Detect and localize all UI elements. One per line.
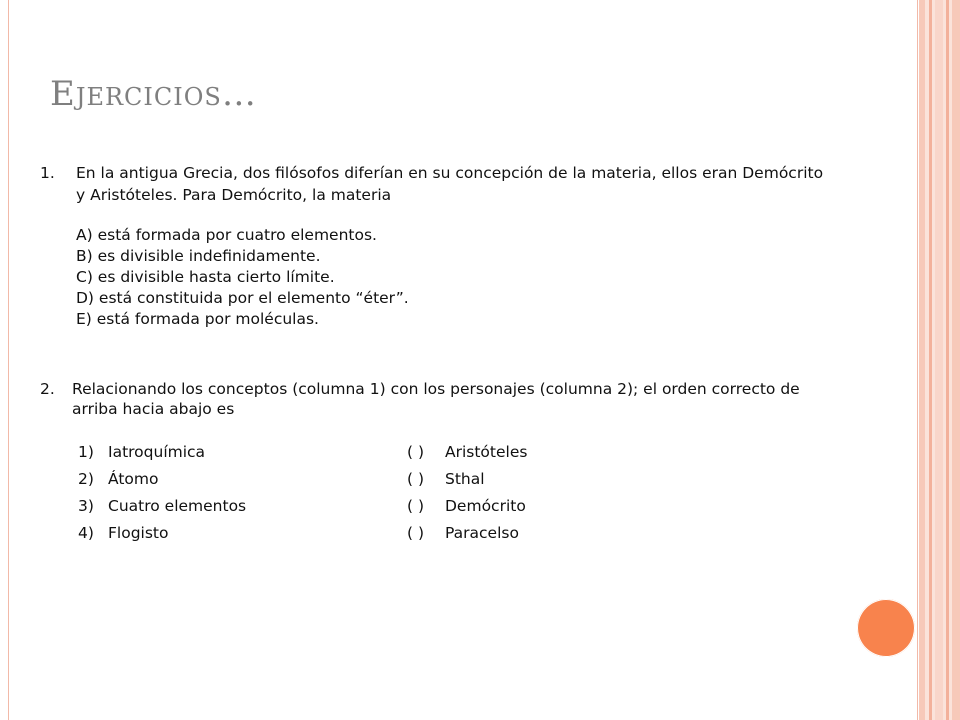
option-e: E) está formada por moléculas.: [76, 310, 319, 328]
question-2-number: 2.: [40, 380, 55, 398]
question-1-options: [76, 225, 409, 330]
question-1-stem-line1: En la antigua Grecia, dos filósofos diferían en su concepción de la materia, ellos eran Demócrito: [76, 164, 824, 182]
column2-item: ( ) Aristóteles: [407, 443, 528, 461]
question-1-number: 1.: [40, 164, 55, 182]
question-2-stem-line1: Relacionando los conceptos (columna 1) con los personajes (columna 2); el orden correcto de: [72, 380, 800, 398]
column2-item: ( ) Paracelso: [407, 524, 519, 542]
slide-title: Ejercicios…: [50, 74, 257, 114]
column1-item: 4) Flogisto: [78, 524, 169, 542]
option-b: B) es divisible indefinidamente.: [76, 247, 321, 265]
stripe: [946, 0, 949, 720]
question-1-stem-line2: y Aristóteles. Para Demócrito, la materia: [76, 186, 392, 204]
option-a: A) está formada por cuatro elementos.: [76, 226, 377, 244]
orange-circle-decoration: [857, 599, 915, 657]
stripe: [919, 0, 925, 720]
option-c: C) es divisible hasta cierto límite.: [76, 268, 335, 286]
stripe: [952, 0, 960, 720]
column1-item: 1) Iatroquímica: [78, 443, 206, 461]
column2-item: ( ) Sthal: [407, 470, 485, 488]
stripe: [935, 0, 943, 720]
question-2-stem-line2: arriba hacia abajo es: [72, 400, 235, 418]
column2-item: ( ) Demócrito: [407, 497, 526, 515]
stripe: [929, 0, 932, 720]
column1-item: 3) Cuatro elementos: [78, 497, 247, 515]
column1-item: 2) Átomo: [78, 470, 159, 488]
option-d: D) está constituida por el elemento “éter”.: [76, 289, 409, 307]
decorative-stripes: [919, 0, 960, 720]
